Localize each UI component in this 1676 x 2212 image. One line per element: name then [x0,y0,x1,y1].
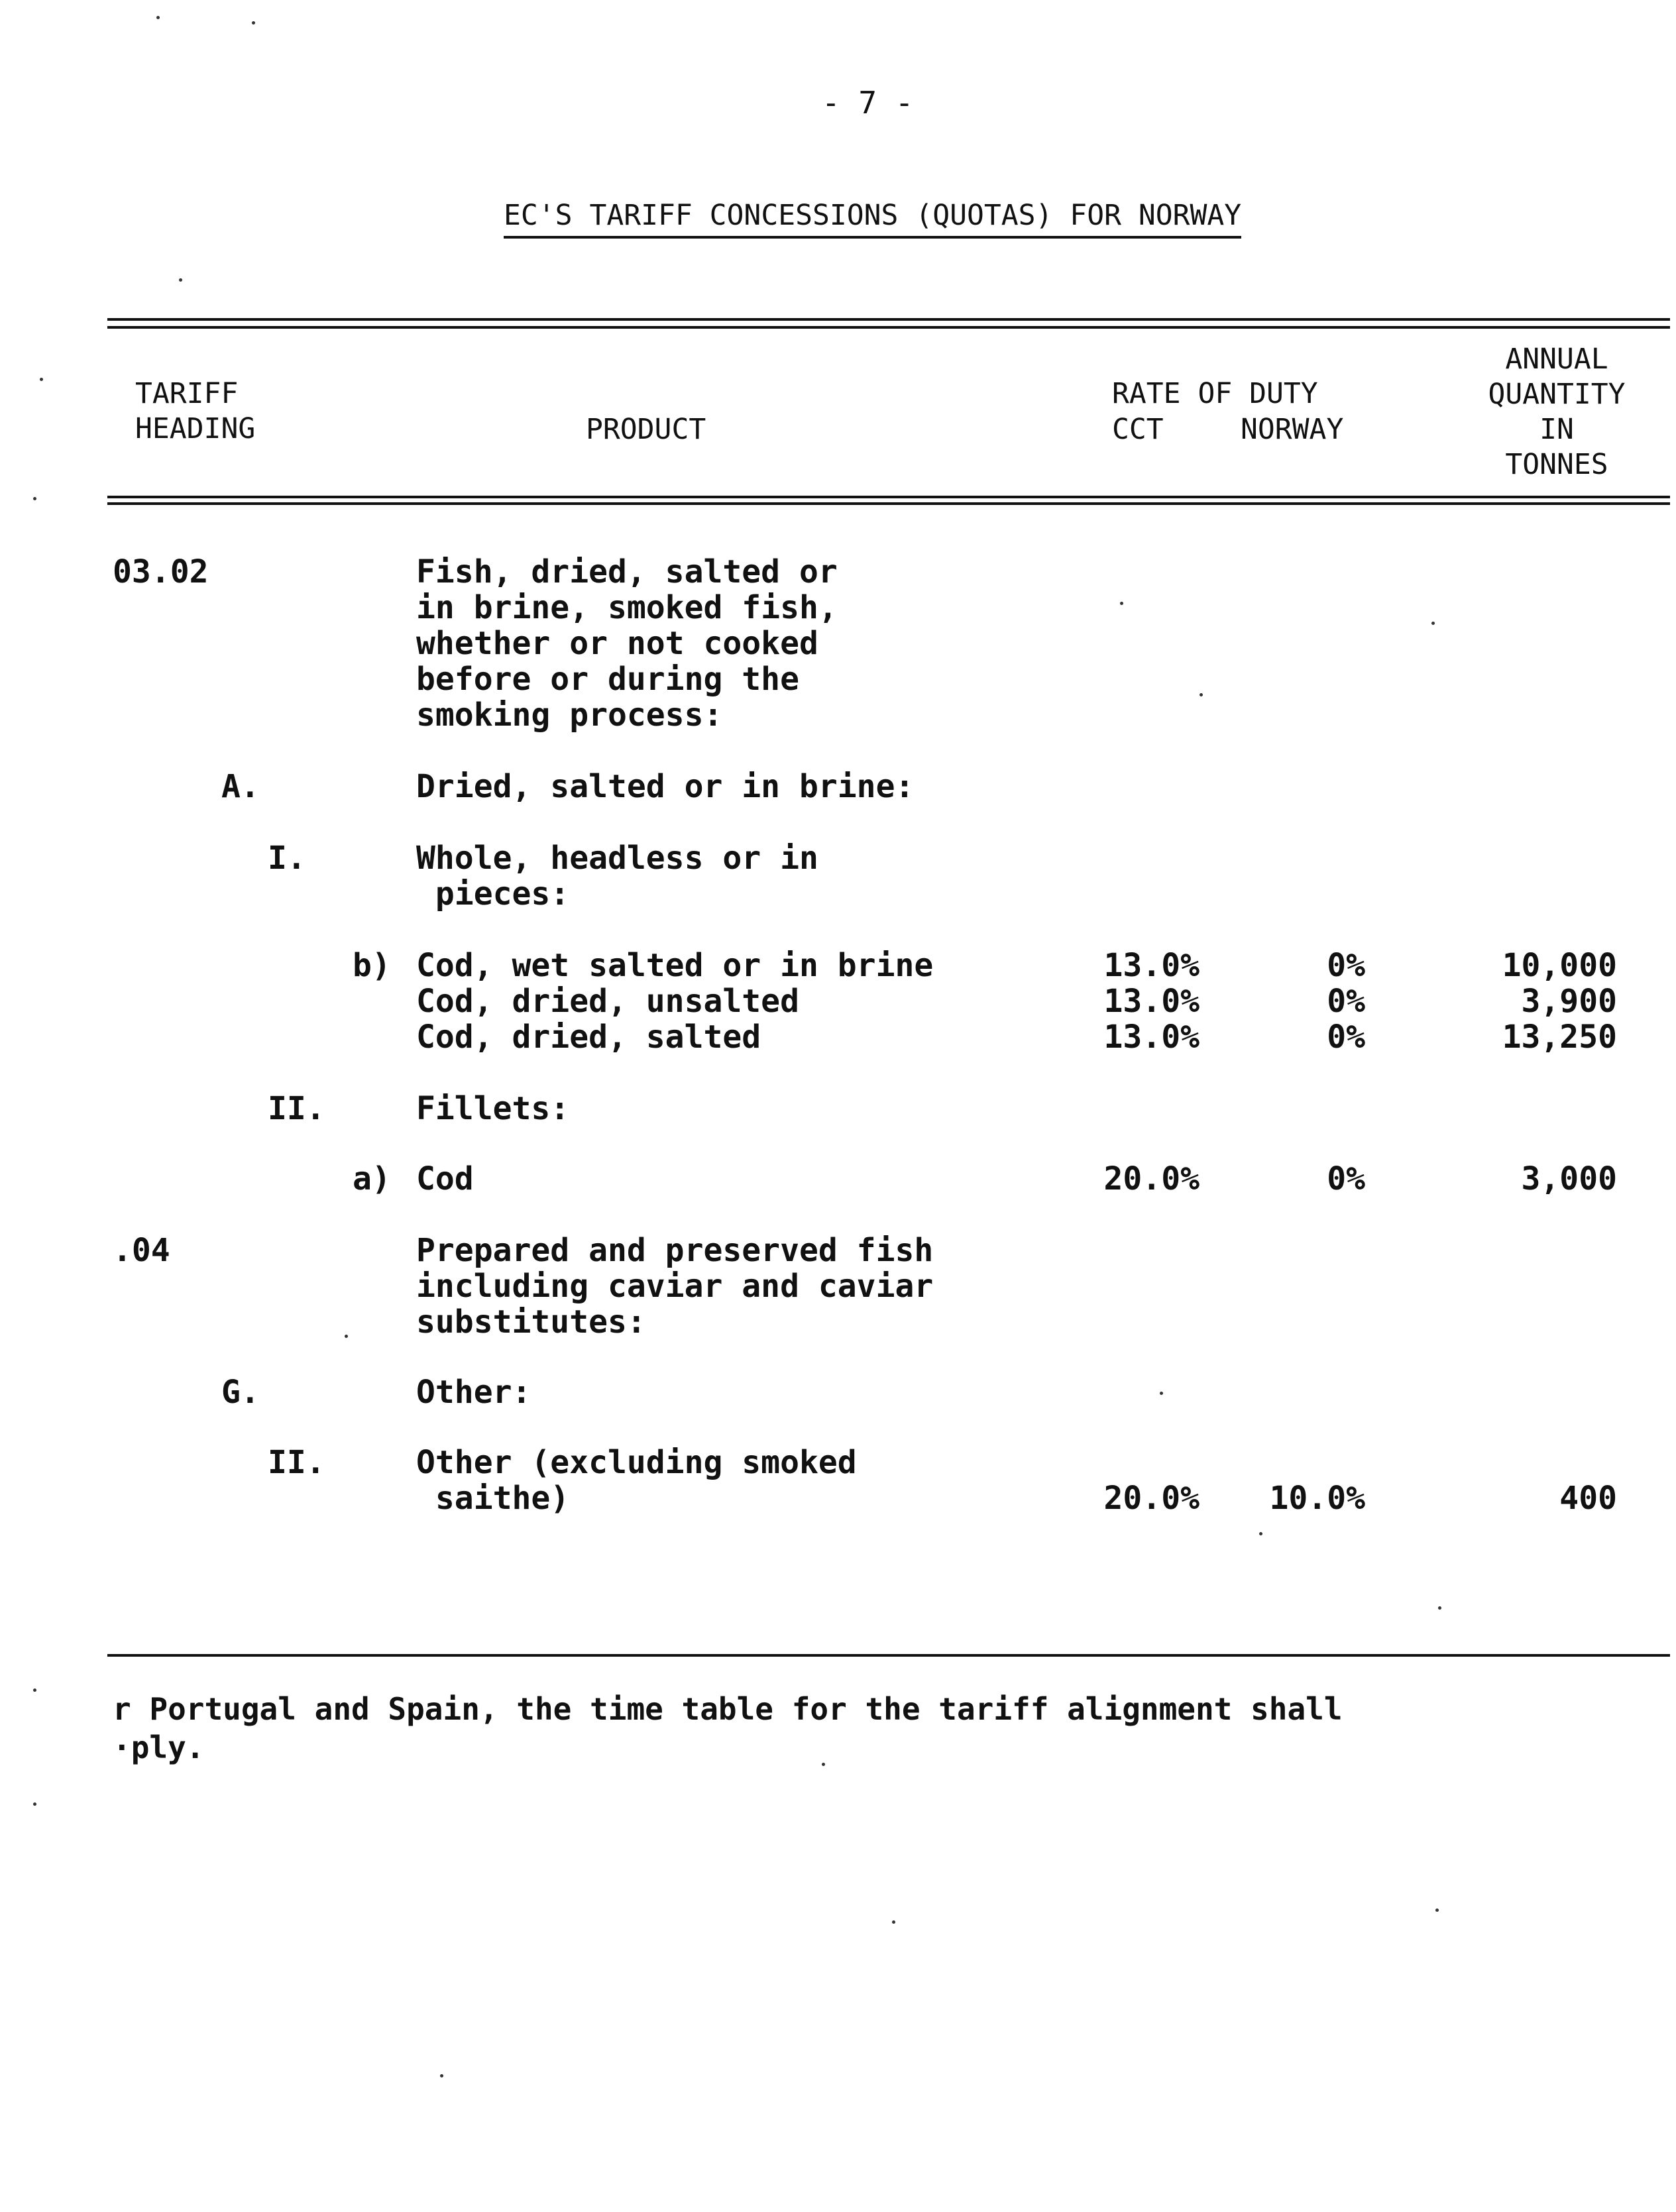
scan-speck [33,497,36,500]
row-product-i: Whole, headless or in pieces: [416,840,818,912]
table-bottom-rule [107,1654,1670,1657]
row-quantity-cod-fillets: 3,000 [1521,1160,1617,1197]
row-cct-other-excluding-saithe: 20.0% [1103,1480,1200,1517]
scan-speck [822,1763,825,1766]
header-bottom-rule [107,496,1670,498]
scan-speck [1438,1606,1441,1610]
scan-speck [252,21,255,25]
row-heading-a-cod: a) [353,1160,391,1197]
row-heading-a: A. [221,768,260,805]
row-quantity-cod-wet-salted: 10,000 [1502,947,1617,984]
column-header-norway: NORWAY [1241,413,1344,446]
row-heading-04: .04 [113,1232,170,1269]
scan-speck [179,278,182,282]
row-product-prepared-fish: Prepared and preserved fish including caviar and caviar substitutes: [416,1232,934,1341]
row-heading-b: b) [353,947,391,984]
row-heading-i: I. [268,840,306,877]
row-product-0302: Fish, dried, salted or in brine, smoked fish, whether or not cooked before or during the smoking process: [416,553,838,734]
header-top-rule [107,318,1670,321]
row-norway-other-excluding-saithe: 10.0% [1269,1480,1365,1517]
row-cct-cod-dried-salted: 13.0% [1103,1019,1200,1056]
row-product-fillets: Fillets: [416,1090,570,1127]
row-quantity-cod-dried-salted: 13,250 [1502,1019,1617,1056]
row-norway-cod-dried-unsalted: 0% [1327,983,1365,1020]
row-quantity-other-excluding-saithe: 400 [1559,1480,1617,1517]
row-heading-0302: 03.02 [113,553,209,590]
scan-speck [1200,693,1203,696]
row-product-cod-dried-salted: Cod, dried, salted [416,1019,761,1056]
scan-speck [33,1802,36,1806]
column-header-annual-quantity: ANNUAL QUANTITY IN TONNES [1488,343,1626,481]
column-header-tariff-heading: TARIFF HEADING [135,377,256,445]
scan-speck [1259,1532,1262,1535]
scan-speck [345,1335,348,1338]
footnote: r Portugal and Spain, the time table for the tariff alignment shall ·ply. [113,1691,1343,1765]
page-title: EC'S TARIFF CONCESSIONS (QUOTAS) FOR NORWAY [504,199,1241,239]
column-header-product: PRODUCT [586,413,706,446]
row-product-cod-wet-salted: Cod, wet salted or in brine [416,947,934,984]
row-norway-cod-dried-salted: 0% [1327,1019,1365,1056]
scan-speck [40,378,43,381]
row-norway-cod-wet-salted: 0% [1327,947,1365,984]
row-cct-cod-wet-salted: 13.0% [1103,947,1200,984]
row-heading-g: G. [221,1374,260,1411]
scan-speck [440,2074,443,2077]
scan-speck [156,16,160,19]
row-product-a: Dried, salted or in brine: [416,768,915,805]
row-product-cod-dried-unsalted: Cod, dried, unsalted [416,983,799,1020]
header-top-rule-2 [107,326,1670,329]
row-heading-ii-fillets: II. [268,1090,325,1127]
scan-speck [1120,602,1123,605]
row-heading-ii-other: II. [268,1444,325,1481]
row-quantity-cod-dried-unsalted: 3,900 [1521,983,1617,1020]
column-header-rate-of-duty: RATE OF DUTY [1112,377,1318,410]
scan-speck [1435,1908,1439,1912]
scan-speck [1431,622,1435,625]
header-bottom-rule-2 [107,502,1670,505]
page-number: - 7 - [822,85,914,121]
row-norway-cod-fillets: 0% [1327,1160,1365,1197]
scan-speck [1160,1392,1163,1395]
row-cct-cod-fillets: 20.0% [1103,1160,1200,1197]
scan-speck [33,1688,36,1692]
scan-speck [892,1920,895,1924]
row-product-other: Other: [416,1374,531,1411]
row-cct-cod-dried-unsalted: 13.0% [1103,983,1200,1020]
row-product-other-excluding-saithe: Other (excluding smoked saithe) [416,1444,857,1517]
column-header-cct: CCT [1112,413,1164,446]
row-product-cod-fillets: Cod [416,1160,474,1197]
